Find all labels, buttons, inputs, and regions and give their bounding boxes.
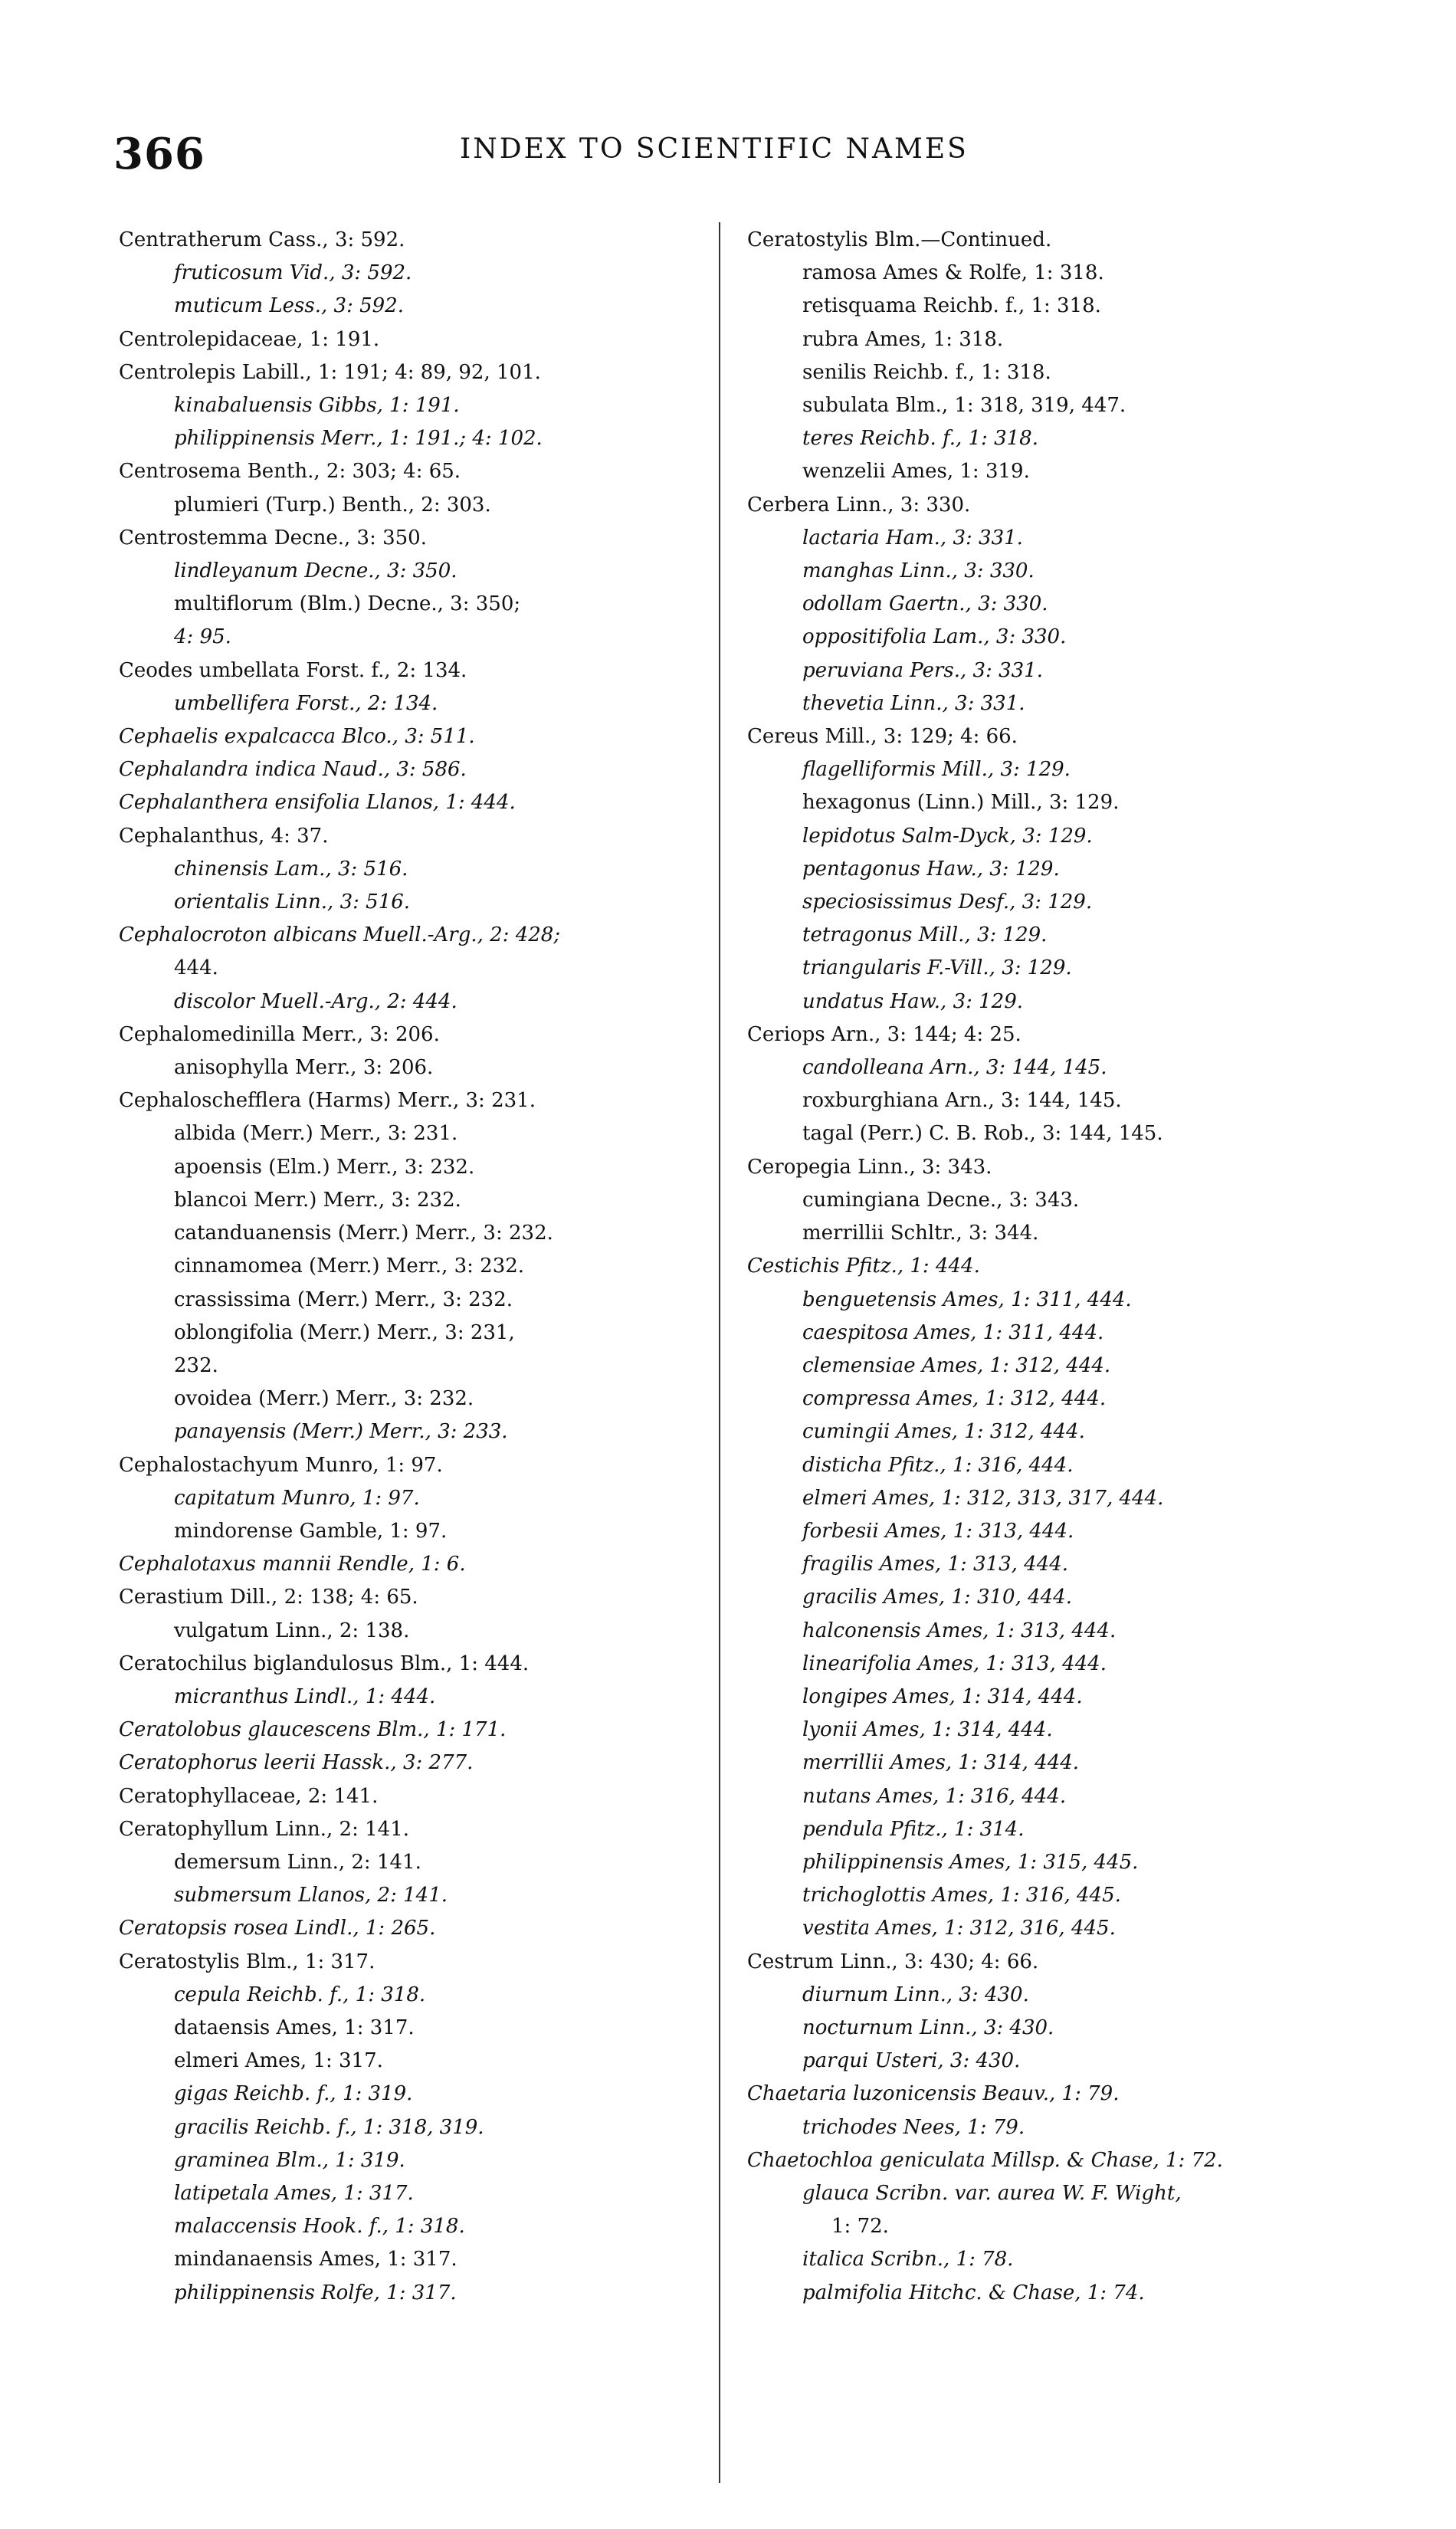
index-entry: nutans Ames, 1: 316, 444. bbox=[802, 1784, 1067, 1808]
index-entry: Centrolepis Labill., 1: 191; 4: 89, 92, 101. bbox=[119, 360, 541, 384]
index-entry: flagelliformis Mill., 3: 129. bbox=[802, 758, 1071, 782]
index-entry: ramosa Ames & Rolfe, 1: 318. bbox=[802, 261, 1104, 285]
index-entry: tagal (Perr.) C. B. Rob., 3: 144, 145. bbox=[802, 1122, 1163, 1146]
index-entry: 4: 95. bbox=[174, 625, 231, 649]
index-entry: Chaetochloa geniculata Millsp. & Chase, 1: 72. bbox=[747, 2148, 1223, 2172]
index-entry: oppositifolia Lam., 3: 330. bbox=[802, 625, 1067, 649]
page-number: 366 bbox=[113, 129, 205, 179]
index-entry: Cestrum Linn., 3: 430; 4: 66. bbox=[747, 1950, 1039, 1973]
index-entry: catanduanensis (Merr.) Merr., 3: 232. bbox=[174, 1222, 553, 1245]
index-entry: Ceratolobus glaucescens Blm., 1: 171. bbox=[119, 1718, 507, 1742]
index-entry: 1: 72. bbox=[831, 2215, 889, 2239]
index-entry: italica Scribn., 1: 78. bbox=[802, 2248, 1014, 2272]
index-entry: fragilis Ames, 1: 313, 444. bbox=[802, 1553, 1069, 1576]
index-entry: apoensis (Elm.) Merr., 3: 232. bbox=[174, 1155, 475, 1179]
index-entry: lepidotus Salm-Dyck, 3: 129. bbox=[802, 824, 1093, 848]
index-entry: vulgatum Linn., 2: 138. bbox=[174, 1619, 410, 1642]
index-entry: cumingiana Decne., 3: 343. bbox=[802, 1188, 1080, 1212]
index-entry: lactaria Ham., 3: 331. bbox=[802, 526, 1023, 549]
index-entry: demersum Linn., 2: 141. bbox=[174, 1850, 421, 1874]
index-entry: Cerbera Linn., 3: 330. bbox=[747, 493, 971, 517]
index-entry: cumingii Ames, 1: 312, 444. bbox=[802, 1420, 1085, 1444]
index-entry: Centratherum Cass., 3: 592. bbox=[119, 228, 405, 251]
index-entry: Ceratostylis Blm., 1: 317. bbox=[119, 1950, 375, 1973]
column-divider bbox=[719, 222, 720, 2483]
index-entry: malaccensis Hook. f., 1: 318. bbox=[174, 2215, 465, 2239]
index-entry: muticum Less., 3: 592. bbox=[174, 294, 404, 318]
index-entry: merrillii Schltr., 3: 344. bbox=[802, 1222, 1039, 1245]
index-entry: submersum Llanos, 2: 141. bbox=[174, 1884, 448, 1907]
index-entry: peruviana Pers., 3: 331. bbox=[802, 658, 1043, 682]
index-entry: triangularis F.-Vill., 3: 129. bbox=[802, 956, 1072, 980]
index-entry: teres Reichb. f., 1: 318. bbox=[802, 427, 1038, 451]
index-entry: glauca Scribn. var. aurea W. F. Wight, bbox=[802, 2181, 1182, 2205]
index-entry: undatus Haw., 3: 129. bbox=[802, 989, 1024, 1013]
index-entry: clemensiae Ames, 1: 312, 444. bbox=[802, 1353, 1111, 1377]
index-entry: Ceratostylis Blm.—Continued. bbox=[747, 228, 1052, 251]
index-entry: Ceodes umbellata Forst. f., 2: 134. bbox=[119, 658, 467, 682]
index-entry: merrillii Ames, 1: 314, 444. bbox=[802, 1751, 1080, 1775]
page-title: INDEX TO SCIENTIFIC NAMES bbox=[460, 133, 969, 165]
index-entry: Cephalotaxus mannii Rendle, 1: 6. bbox=[119, 1553, 466, 1576]
index-entry: Cephalocroton albicans Muell.-Arg., 2: 428; bbox=[119, 923, 561, 947]
index-entry: plumieri (Turp.) Benth., 2: 303. bbox=[174, 493, 491, 517]
index-entry: cepula Reichb. f., 1: 318. bbox=[174, 1983, 426, 2006]
index-entry: philippinensis Ames, 1: 315, 445. bbox=[802, 1850, 1139, 1874]
index-entry: rubra Ames, 1: 318. bbox=[802, 327, 1004, 351]
index-entry: Cerastium Dill., 2: 138; 4: 65. bbox=[119, 1586, 418, 1609]
index-entry: Centrostemma Decne., 3: 350. bbox=[119, 526, 427, 549]
index-entry: orientalis Linn., 3: 516. bbox=[174, 891, 411, 914]
index-entry: tetragonus Mill., 3: 129. bbox=[802, 923, 1048, 947]
index-entry: elmeri Ames, 1: 312, 313, 317, 444. bbox=[802, 1486, 1164, 1510]
index-entry: anisophylla Merr., 3: 206. bbox=[174, 1056, 434, 1080]
index-entry: hexagonus (Linn.) Mill., 3: 129. bbox=[802, 791, 1120, 815]
index-entry: fruticosum Vid., 3: 592. bbox=[174, 261, 412, 285]
index-entry: nocturnum Linn., 3: 430. bbox=[802, 2016, 1054, 2039]
index-entry: pentagonus Haw., 3: 129. bbox=[802, 857, 1060, 881]
index-entry: disticha Pfitz., 1: 316, 444. bbox=[802, 1453, 1074, 1477]
index-entry: candolleana Arn., 3: 144, 145. bbox=[802, 1056, 1107, 1080]
index-entry: latipetala Ames, 1: 317. bbox=[174, 2181, 414, 2205]
index-entry: Cephalanthus, 4: 37. bbox=[119, 824, 329, 848]
index-entry: Centrolepidaceae, 1: 191. bbox=[119, 327, 380, 351]
index-entry: parqui Usteri, 3: 430. bbox=[802, 2049, 1021, 2073]
index-entry: ovoidea (Merr.) Merr., 3: 232. bbox=[174, 1387, 474, 1411]
index-entry: diurnum Linn., 3: 430. bbox=[802, 1983, 1029, 2006]
index-entry: Cereus Mill., 3: 129; 4: 66. bbox=[747, 725, 1018, 749]
index-entry: kinabaluensis Gibbs, 1: 191. bbox=[174, 394, 460, 418]
index-entry: crassissima (Merr.) Merr., 3: 232. bbox=[174, 1287, 513, 1311]
index-entry: Cephaloschefflera (Harms) Merr., 3: 231. bbox=[119, 1089, 536, 1113]
index-entry: Ceratophyllum Linn., 2: 141. bbox=[119, 1817, 410, 1841]
index-entry: Ceriops Arn., 3: 144; 4: 25. bbox=[747, 1022, 1021, 1046]
index-entry: trichodes Nees, 1: 79. bbox=[802, 2115, 1025, 2139]
index-entry: blancoi Merr.) Merr., 3: 232. bbox=[174, 1188, 461, 1212]
index-entry: 444. bbox=[174, 956, 218, 980]
index-entry: lyonii Ames, 1: 314, 444. bbox=[802, 1718, 1053, 1742]
index-entry: graminea Blm., 1: 319. bbox=[174, 2148, 405, 2172]
index-entry: Cephalomedinilla Merr., 3: 206. bbox=[119, 1022, 440, 1046]
index-entry: 232. bbox=[174, 1353, 218, 1377]
index-entry: pendula Pfitz., 1: 314. bbox=[802, 1817, 1025, 1841]
index-entry: roxburghiana Arn., 3: 144, 145. bbox=[802, 1089, 1122, 1113]
index-entry: gigas Reichb. f., 1: 319. bbox=[174, 2082, 413, 2106]
index-entry: philippinensis Rolfe, 1: 317. bbox=[174, 2281, 457, 2304]
index-entry: Cephalostachyum Munro, 1: 97. bbox=[119, 1453, 443, 1477]
index-entry: philippinensis Merr., 1: 191.; 4: 102. bbox=[174, 427, 543, 451]
index-entry: Cephaelis expalcacca Blco., 3: 511. bbox=[119, 725, 475, 749]
left-column bbox=[119, 224, 732, 2310]
index-entry: micranthus Lindl., 1: 444. bbox=[174, 1684, 436, 1708]
index-entry: chinensis Lam., 3: 516. bbox=[174, 857, 408, 881]
index-entry: linearifolia Ames, 1: 313, 444. bbox=[802, 1652, 1107, 1675]
index-entry: Cephalanthera ensifolia Llanos, 1: 444. bbox=[119, 791, 516, 815]
index-entry: compressa Ames, 1: 312, 444. bbox=[802, 1387, 1107, 1411]
index-entry: Ceratophorus leerii Hassk., 3: 277. bbox=[119, 1751, 474, 1775]
index-entry: Ceropegia Linn., 3: 343. bbox=[747, 1155, 992, 1179]
index-entry: elmeri Ames, 1: 317. bbox=[174, 2049, 383, 2073]
index-entry: thevetia Linn., 3: 331. bbox=[802, 691, 1025, 715]
index-entry: Cephalandra indica Naud., 3: 586. bbox=[119, 758, 467, 782]
index-entry: longipes Ames, 1: 314, 444. bbox=[802, 1684, 1083, 1708]
index-entry: manghas Linn., 3: 330. bbox=[802, 559, 1035, 583]
index-entry: Cestichis Pfitz., 1: 444. bbox=[747, 1255, 980, 1278]
index-entry: senilis Reichb. f., 1: 318. bbox=[802, 360, 1051, 384]
index-entry: gracilis Ames, 1: 310, 444. bbox=[802, 1586, 1072, 1609]
index-entry: caespitosa Ames, 1: 311, 444. bbox=[802, 1320, 1104, 1344]
index-entry: panayensis (Merr.) Merr., 3: 233. bbox=[174, 1420, 508, 1444]
index-entry: Ceratopsis rosea Lindl., 1: 265. bbox=[119, 1917, 436, 1940]
index-entry: umbellifera Forst., 2: 134. bbox=[174, 691, 438, 715]
index-entry: retisquama Reichb. f., 1: 318. bbox=[802, 294, 1101, 318]
index-entry: palmifolia Hitchc. & Chase, 1: 74. bbox=[802, 2281, 1145, 2304]
index-entry: forbesii Ames, 1: 313, 444. bbox=[802, 1519, 1074, 1543]
index-entry: halconensis Ames, 1: 313, 444. bbox=[802, 1619, 1117, 1642]
index-entry: Ceratophyllaceae, 2: 141. bbox=[119, 1784, 379, 1808]
index-entry: discolor Muell.-Arg., 2: 444. bbox=[174, 989, 457, 1013]
right-column bbox=[747, 224, 1330, 2310]
index-entry: mindorense Gamble, 1: 97. bbox=[174, 1519, 448, 1543]
index-entry: odollam Gaertn., 3: 330. bbox=[802, 592, 1048, 616]
index-entry: cinnamomea (Merr.) Merr., 3: 232. bbox=[174, 1255, 525, 1278]
index-entry: trichoglottis Ames, 1: 316, 445. bbox=[802, 1884, 1121, 1907]
index-entry: mindanaensis Ames, 1: 317. bbox=[174, 2248, 457, 2272]
index-entry: subulata Blm., 1: 318, 319, 447. bbox=[802, 394, 1126, 418]
index-entry: lindleyanum Decne., 3: 350. bbox=[174, 559, 457, 583]
index-entry: speciosissimus Desf., 3: 129. bbox=[802, 891, 1093, 914]
index-entry: multiflorum (Blm.) Decne., 3: 350; bbox=[174, 592, 521, 616]
index-entry: gracilis Reichb. f., 1: 318, 319. bbox=[174, 2115, 484, 2139]
index-entry: Ceratochilus biglandulosus Blm., 1: 444. bbox=[119, 1652, 530, 1675]
index-entry: Centrosema Benth., 2: 303; 4: 65. bbox=[119, 460, 461, 484]
index-entry: dataensis Ames, 1: 317. bbox=[174, 2016, 415, 2039]
index-entry: Chaetaria luzonicensis Beauv., 1: 79. bbox=[747, 2082, 1120, 2106]
index-entry: oblongifolia (Merr.) Merr., 3: 231, bbox=[174, 1320, 515, 1344]
index-entry: vestita Ames, 1: 312, 316, 445. bbox=[802, 1917, 1116, 1940]
index-entry: benguetensis Ames, 1: 311, 444. bbox=[802, 1287, 1132, 1311]
index-entry: albida (Merr.) Merr., 3: 231. bbox=[174, 1122, 458, 1146]
index-entry: capitatum Munro, 1: 97. bbox=[174, 1486, 420, 1510]
index-entry: wenzelii Ames, 1: 319. bbox=[802, 460, 1030, 484]
